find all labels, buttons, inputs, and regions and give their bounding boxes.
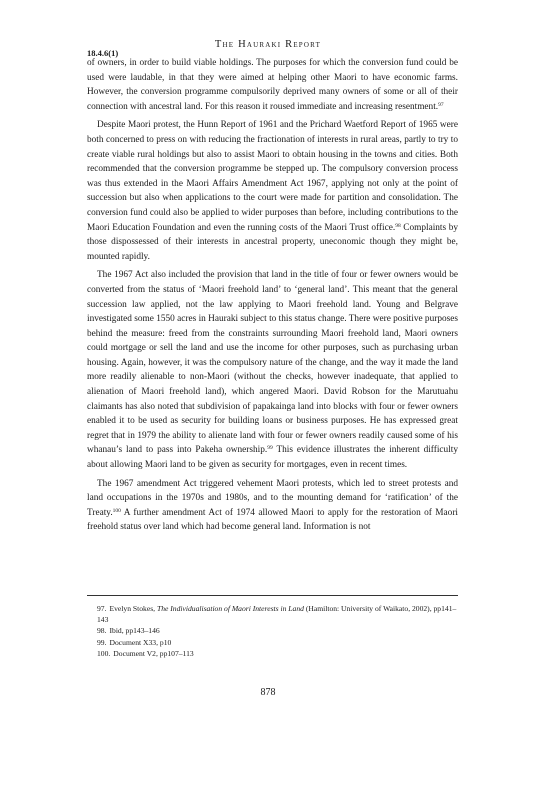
- footnote-ref-99[interactable]: 99: [267, 445, 273, 452]
- paragraph-2: Despite Maori protest, the Hunn Report of 1961 and the Prichard Waetford Report of 1965 were both concerned to press on with reducing the fractionation of interests in rural areas, partly to try to create viable rural holdings but also to assist Maori to obtain housing in the towns and cities. Both recommended that the conversion programme be stepped up. The compulsory conversion process was thus extended in the Maori Affairs Amendment Act 1967, applying not only at the point of succession but also when applications to the court were made for partition and consolidation. The conversion fund could also be applied to wider purposes than before, including contributions to the Maori Education Foundation and even the running costs of the Maori Trust office.$^{98}$ Complaints by those dispossessed of their interests in ancestral property, uneconomic though they might be, mounted rapidly.: [87, 120, 458, 262]
- footnote-98: 98. Ibid, pp143–146: [97, 626, 160, 636]
- footnote-ref-100[interactable]: 100: [112, 507, 121, 514]
- section-number: 18.4.6(1): [87, 48, 119, 58]
- running-title: The Hauraki Report: [214, 39, 322, 50]
- footnote-divider: [87, 595, 458, 596]
- footnotes: [87, 603, 458, 659]
- footnote-ref-98[interactable]: 98: [395, 222, 401, 229]
- paragraph-1: of owners, in order to build viable holdings. The purposes for which the conversion fund could be used were laudable, in that they were aimed at helping other Maori to have economic farms. However, the conversion programme compulsorily deprived many owners of some or all of their connection with ancestral land. For this reason it roused immediate and increasing resentment.$^{97}$: [87, 58, 458, 112]
- footnote-99: 99. Document X33, p10: [97, 637, 172, 647]
- paragraph-3: The 1967 Act also included the provision that land in the title of four or fewer owners would be converted from the status of ‘Maori freehold land’ to ‘general land’. This meant that the general succession law applied, not the law applying to Maori freehold land. Young and Belgrave investigated some 1550 acres in Hauraki subject to this status change. There were positive purposes behind the measure: freed from the constraints surrounding Maori freehold land, Maori owners could mortgage or sell the land and use the income for other purposes, such as purchasing urban housing. Again, however, it was the compulsory nature of the change, and the way it made the land more readily alienable to non-Maori (without the checks, however inadequate, that applied to alienation of Maori freehold land), which angered Maori. David Robson for the Marutuahu claimants has also noted that subdivision of papakainga land into blocks with four or fewer owners enabled it to be used as security for building loans or business purposes. He has expressed great regret that in 1979 the ability to alienate land with four or fewer owners readily caused some of his whanau’s land to pass into Pakeha ownership.$^{99}$ This evidence illustrates the inherent difficulty about allowing Maori land to be given as security for mortgages, even in recent times.: [87, 270, 458, 471]
- page-number: 878: [260, 687, 276, 698]
- footnote-97: 97. Evelyn Stokes, The Individualisation of Maori Interests in Land (Hamilton: University of Waikato, 2002), pp141–143: [97, 604, 457, 625]
- body-text: [87, 56, 458, 539]
- footnote-100: 100. Document V2, pp107–113: [97, 648, 194, 658]
- paragraph-4: The 1967 amendment Act triggered vehement Maori protests, which led to street protests and land occupations in the 1970s and 1980s, and to the mounting demand for ‘ratification’ of the Treaty.$^{100}$ A further amendment Act of 1974 allowed Maori to apply for the restoration of Maori freehold status over land which had become general land. Information is not: [87, 478, 458, 533]
- footnote-ref-97[interactable]: 97: [438, 101, 444, 108]
